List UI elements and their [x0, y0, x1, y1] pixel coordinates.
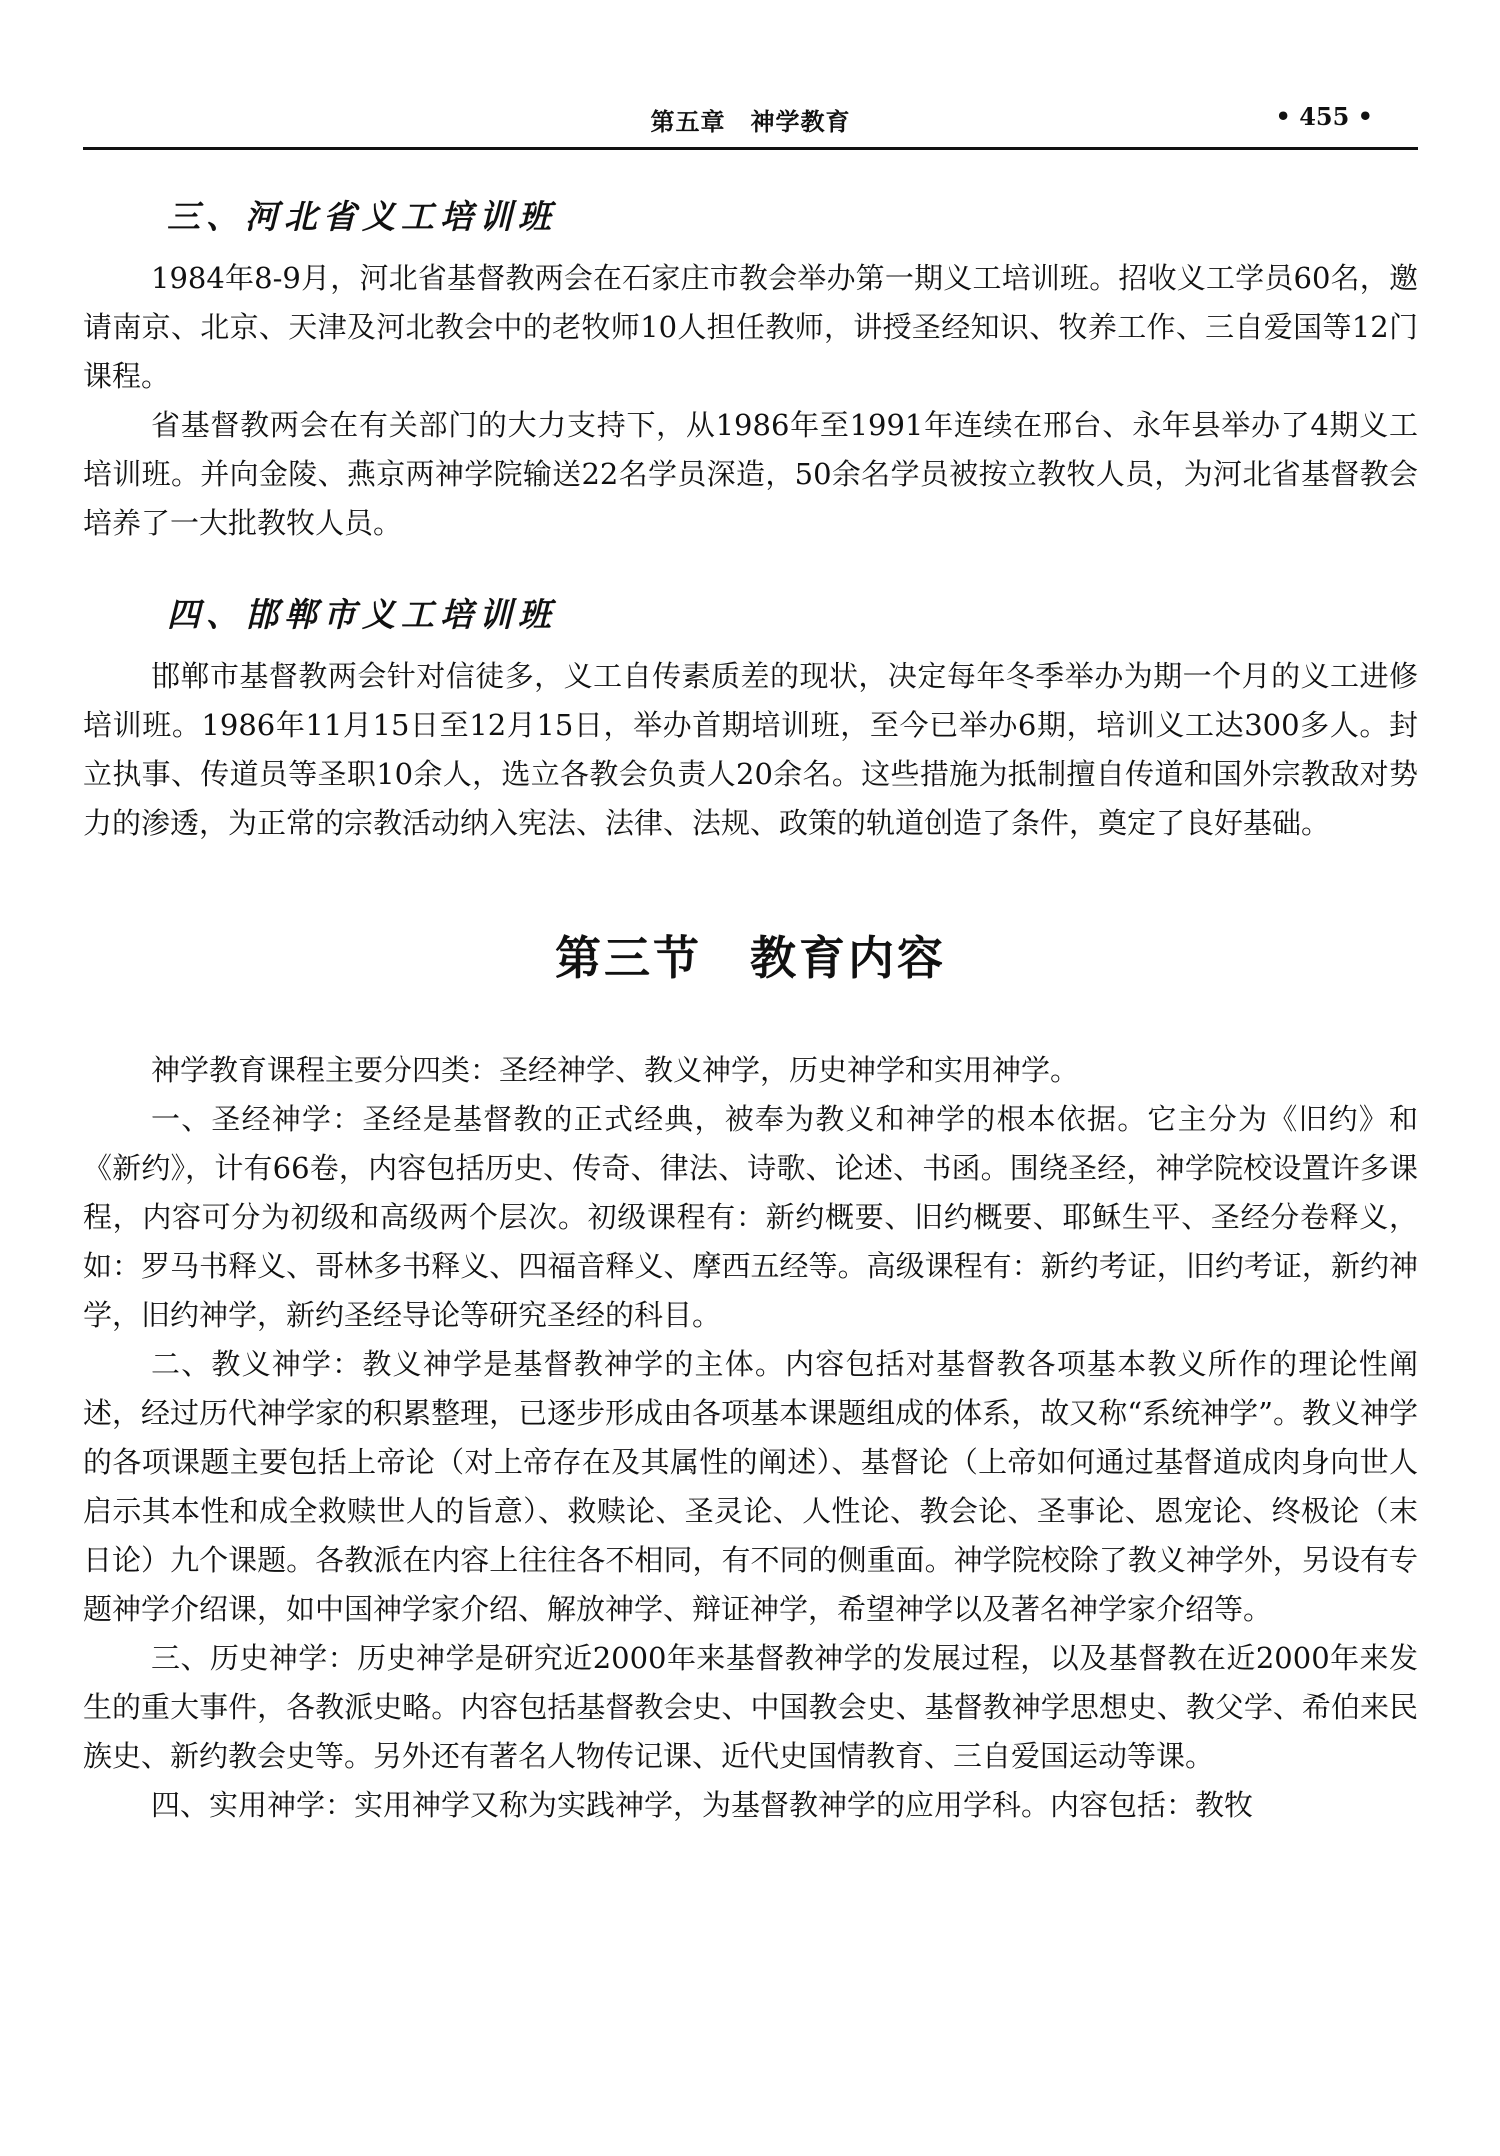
section-heading: 教育内容 [750, 931, 946, 985]
header-rule [83, 147, 1418, 150]
paragraph: 邯郸市基督教两会针对信徒多，义工自传素质差的现状，决定每年冬季举办为期一个月的义工进修培训班。1986年11月15日至12月15日，举办首期培训班，至今已举办6期，培训义工达300多人。封立执事、传道员等圣职10余人，选立各教会负责人20余名。这些措施为抵制擅自传道和国外宗教敌对势力的渗透，为正常的宗教活动纳入宪法、法律、法规、政策的轨道创造了条件，奠定了良好基础。 [83, 659, 1418, 840]
section-title [83, 928, 1418, 988]
paragraph: 四、实用神学：实用神学又称为实践神学，为基督教神学的应用学科。内容包括：教牧 [151, 1788, 1254, 1822]
page-number: • 455 • [1275, 102, 1373, 131]
subsection-title-handan: 四、邯郸市义工培训班 [167, 595, 557, 634]
paragraph: 1984年8-9月，河北省基督教两会在石家庄市教会举办第一期义工培训班。招收义工学员60名，邀请南京、北京、天津及河北教会中的老牧师10人担任教师，讲授圣经知识、牧养工作、三自爱国等12门课程。 [83, 261, 1418, 393]
paragraph: 神学教育课程主要分四类：圣经神学、教义神学，历史神学和实用神学。 [151, 1053, 1080, 1087]
paragraph: 二、教义神学：教义神学是基督教神学的主体。内容包括对基督教各项基本教义所作的理论性阐述，经过历代神学家的积累整理，已逐步形成由各项基本课题组成的体系，故又称“系统神学”。教义神学的各项课题主要包括上帝论（对上帝存在及其属性的阐述）、基督论（上帝如何通过基督道成肉身向世人启示其本性和成全救赎世人的旨意）、救赎论、圣灵论、人性论、教会论、圣事论、恩宠论、终极论（末日论）九个课题。各教派在内容上往往各不相同，有不同的侧重面。神学院校除了教义神学外，另设有专题神学介绍课，如中国神学家介绍、解放神学、辩证神学，希望神学以及著名神学家介绍等。 [83, 1347, 1418, 1626]
section-number: 第三节 [555, 931, 702, 985]
running-header [83, 96, 1418, 136]
subsection-title-hebei: 三、河北省义工培训班 [167, 197, 557, 236]
running-title: 第五章 神学教育 [650, 107, 851, 136]
page-body [83, 194, 1418, 1830]
paragraph: 三、历史神学：历史神学是研究近2000年来基督教神学的发展过程，以及基督教在近2000年来发生的重大事件，各教派史略。内容包括基督教会史、中国教会史、基督教神学思想史、教父学、希伯来民族史、新约教会史等。另外还有著名人物传记课、近代史国情教育、三自爱国运动等课。 [83, 1641, 1418, 1773]
paragraph: 省基督教两会在有关部门的大力支持下，从1986年至1991年连续在邢台、永年县举办了4期义工培训班。并向金陵、燕京两神学院输送22名学员深造，50余名学员被按立教牧人员，为河北省基督教会培养了一大批教牧人员。 [83, 408, 1418, 540]
paragraph: 一、圣经神学：圣经是基督教的正式经典，被奉为教义和神学的根本依据。它主分为《旧约》和《新约》，计有66卷，内容包括历史、传奇、律法、诗歌、论述、书函。围绕圣经，神学院校设置许多课程，内容可分为初级和高级两个层次。初级课程有：新约概要、旧约概要、耶稣生平、圣经分卷释义，如：罗马书释义、哥林多书释义、四福音释义、摩西五经等。高级课程有：新约考证，旧约考证，新约神学，旧约神学，新约圣经导论等研究圣经的科目。 [83, 1102, 1418, 1332]
